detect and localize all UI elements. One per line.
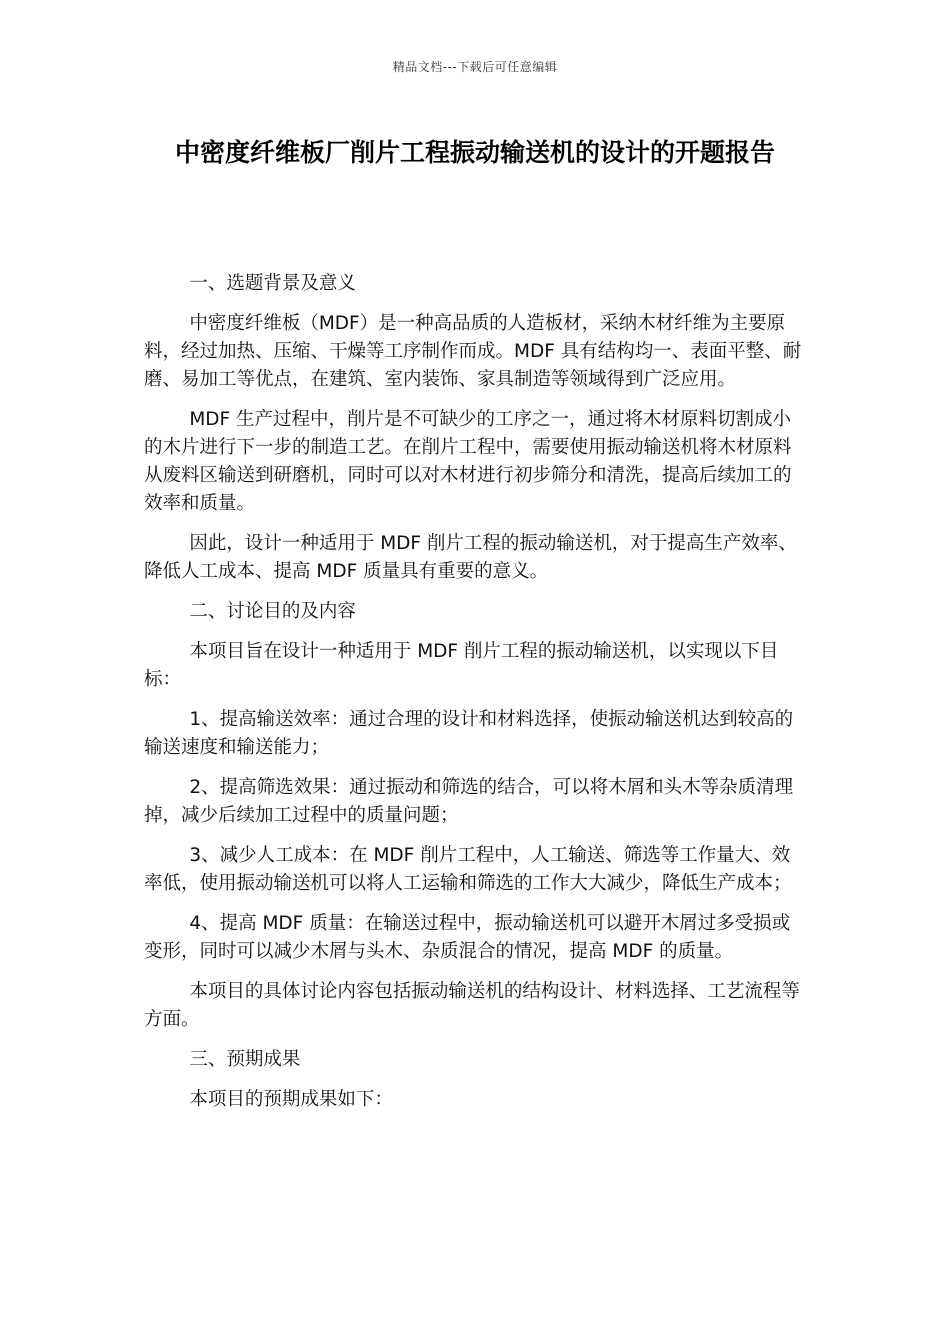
section-heading-objectives: 二、讨论目的及内容 [189,601,356,622]
paragraph-chipping-process: MDF 生产过程中，削片是不可缺少的工序之一，通过将木材原料切割成小的木片进行下一步的制造工艺。在削片工程中，需要使用振动输送机将木材原料从废料区输送到研磨机，同时可以对木材进行初步筛分和清洗，提高后续加工的效率和质量。 [144,409,792,514]
section-heading-expected-results: 三、预期成果 [189,1049,301,1070]
paragraph-significance: 因此，设计一种适用于 MDF 削片工程的振动输送机，对于提高生产效率、降低人工成本、提高 MDF 质量具有重要的意义。 [144,533,797,582]
list-item-objective-3: 3、减少人工成本：在 MDF 削片工程中，人工输送、筛选等工作量大、效率低，使用振动输送机可以将人工运输和筛选的工作大大减少，降低生产成本； [144,845,792,894]
paragraph-objectives-intro: 本项目旨在设计一种适用于 MDF 削片工程的振动输送机，以实现以下目标： [144,641,779,690]
document-title: 中密度纤维板厂削片工程振动输送机的设计的开题报告 [174,138,775,167]
section-heading-background: 一、选题背景及意义 [189,273,356,294]
list-item-objective-4: 4、提高 MDF 质量：在输送过程中，振动输送机可以避开木屑过多受损或变形，同时可以减少木屑与头木、杂质混合的情况，提高 MDF 的质量。 [144,913,791,962]
list-item-objective-1: 1、提高输送效率：通过合理的设计和材料选择，使振动输送机达到较高的输送速度和输送能力； [144,709,794,758]
list-item-objective-2: 2、提高筛选效果：通过振动和筛选的结合，可以将木屑和头木等杂质清理掉，减少后续加工过程中的质量问题； [144,777,794,826]
paragraph-research-content: 本项目的具体讨论内容包括振动输送机的结构设计、材料选择、工艺流程等方面。 [144,981,800,1030]
paragraph-mdf-intro: 中密度纤维板（MDF）是一种高品质的人造板材，采纳木材纤维为主要原料，经过加热、压缩、干燥等工序制作而成。MDF 具有结构均一、表面平整、耐磨、易加工等优点，在建筑、室内装饰、家具制造等领域得到广泛应用。 [144,313,802,390]
document-body [144,270,808,1126]
paragraph-expected-results-intro: 本项目的预期成果如下： [189,1089,393,1110]
header-note: 精品文档---下载后可任意编辑 [392,60,558,74]
